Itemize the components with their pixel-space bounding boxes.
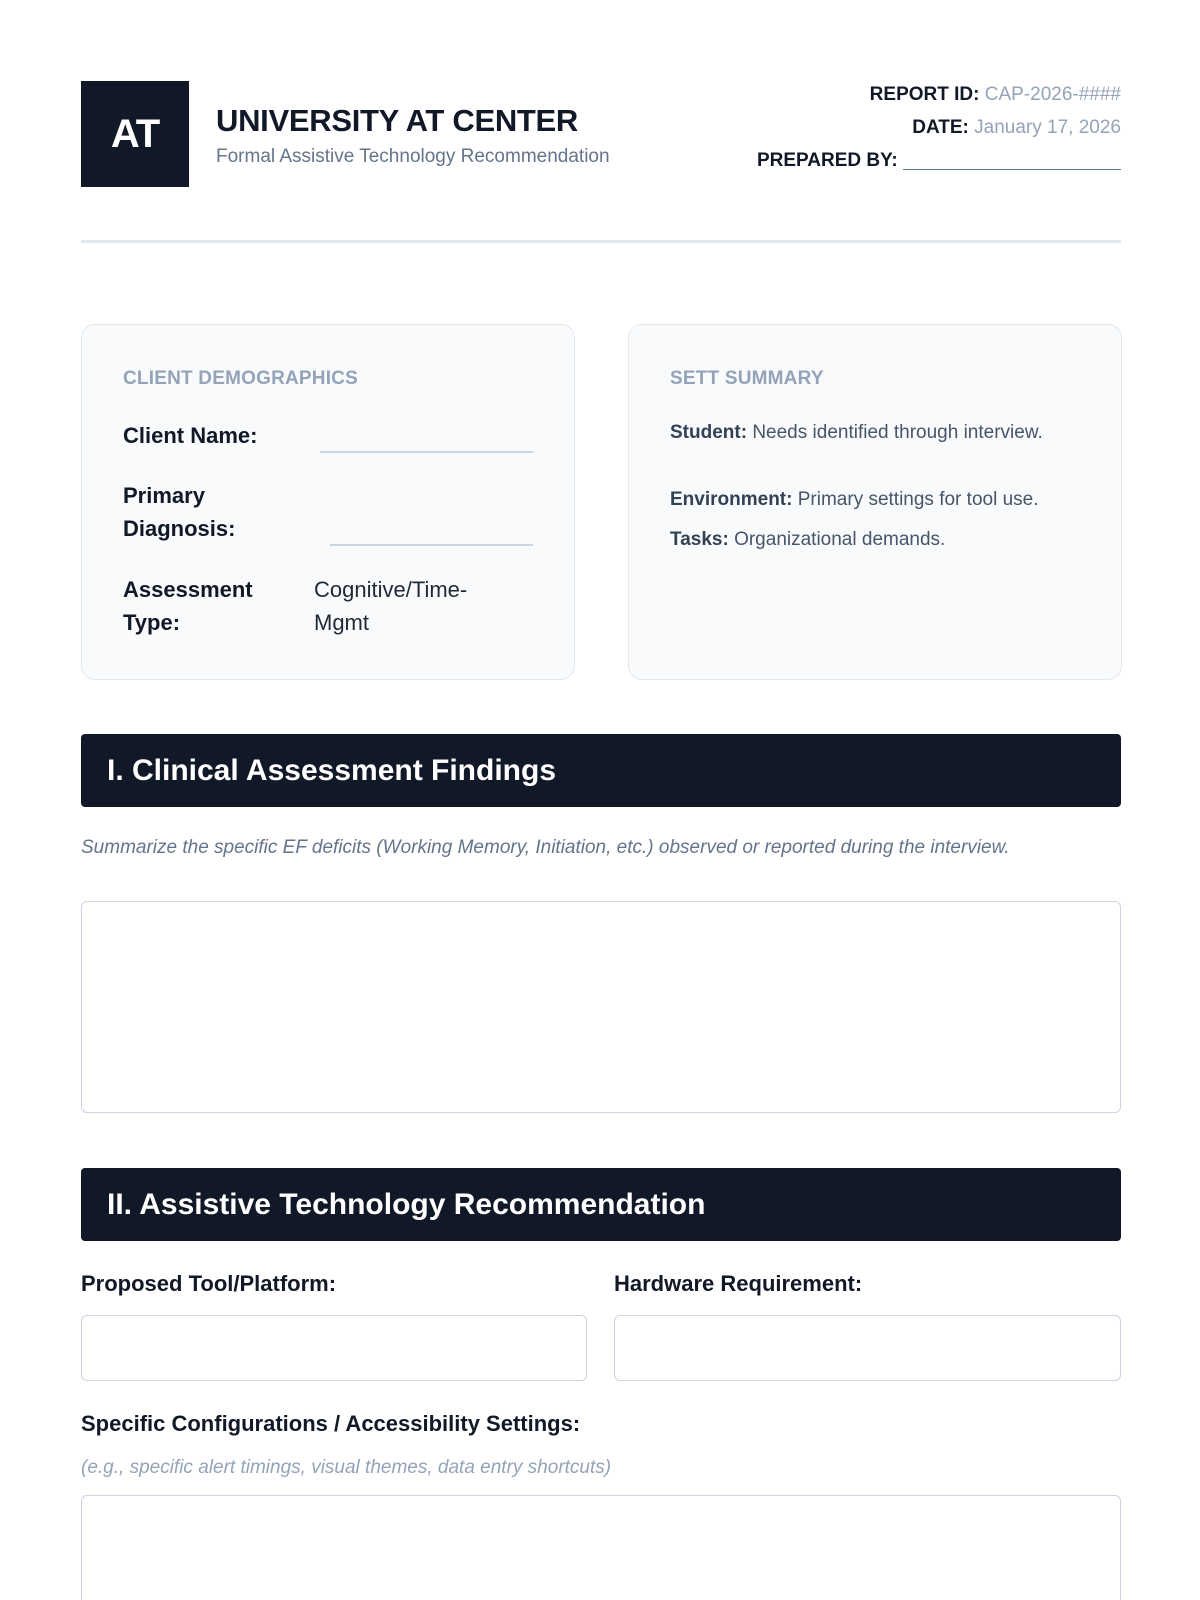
- client-demographics-card: [81, 324, 575, 680]
- prepared-by-field[interactable]: [903, 152, 1121, 170]
- org-name: UNIVERSITY AT CENTER: [216, 103, 579, 138]
- sett-summary-card: [628, 324, 1122, 680]
- hardware-label: Hardware Requirement:: [614, 1271, 863, 1296]
- prepared-by-row: [757, 147, 1121, 180]
- assessment-label-line2: Type:: [123, 610, 181, 635]
- config-textarea[interactable]: [81, 1495, 1121, 1600]
- card-title: CLIENT DEMOGRAPHICS: [123, 368, 358, 389]
- sett-tasks-text: Organizational demands.: [734, 529, 946, 550]
- config-hint: (e.g., specific alert timings, visual themes, data entry shortcuts): [81, 1457, 612, 1478]
- report-header: [81, 81, 1121, 187]
- prepared-by-label: PREPARED BY:: [756, 150, 898, 171]
- sett-tasks: [670, 526, 1090, 553]
- center-logo: AT: [81, 81, 189, 187]
- sett-student: [670, 419, 1090, 446]
- hardware-input[interactable]: [614, 1315, 1121, 1381]
- section-2-header: II. Assistive Technology Recommendation: [81, 1168, 1121, 1241]
- assessment-label-line1: Assessment: [123, 577, 253, 602]
- diagnosis-label-line1: Primary: [123, 483, 205, 508]
- report-id-value: CAP-2026-####: [984, 84, 1121, 105]
- sett-environment-text: Primary settings for tool use.: [797, 489, 1039, 510]
- client-name-field[interactable]: [320, 451, 533, 453]
- date-row: [757, 114, 1121, 147]
- header-divider: [81, 240, 1121, 243]
- sett-tasks-label: Tasks:: [670, 529, 729, 550]
- report-subtitle: Formal Assistive Technology Recommendation: [216, 146, 610, 167]
- card-title: SETT SUMMARY: [670, 368, 824, 389]
- report-id-row: [757, 81, 1121, 114]
- assessment-value-line2: Mgmt: [314, 610, 369, 635]
- diagnosis-field[interactable]: [330, 544, 533, 546]
- tool-label: Proposed Tool/Platform:: [81, 1271, 337, 1296]
- client-name-label: Client Name:: [123, 423, 258, 448]
- section-1-header: I. Clinical Assessment Findings: [81, 734, 1121, 807]
- report-meta: [757, 81, 1121, 180]
- sett-student-label: Student:: [670, 422, 748, 443]
- sett-environment-label: Environment:: [670, 489, 793, 510]
- date-label: DATE:: [912, 117, 969, 138]
- diagnosis-label-line2: Diagnosis:: [123, 516, 236, 541]
- config-label: Specific Configurations / Accessibility Settings:: [81, 1411, 581, 1436]
- sett-environment: [670, 486, 1090, 513]
- tool-input[interactable]: [81, 1315, 587, 1381]
- sett-student-text: Needs identified through interview.: [752, 422, 1043, 443]
- clinical-findings-textarea[interactable]: [81, 901, 1121, 1113]
- date-value: January 17, 2026: [974, 117, 1121, 138]
- assessment-value-line1: Cognitive/Time-: [314, 577, 468, 602]
- section-1-hint: Summarize the specific EF deficits (Working Memory, Initiation, etc.) observed or reported during the interview.: [81, 837, 1010, 858]
- report-id-label: REPORT ID:: [869, 84, 980, 105]
